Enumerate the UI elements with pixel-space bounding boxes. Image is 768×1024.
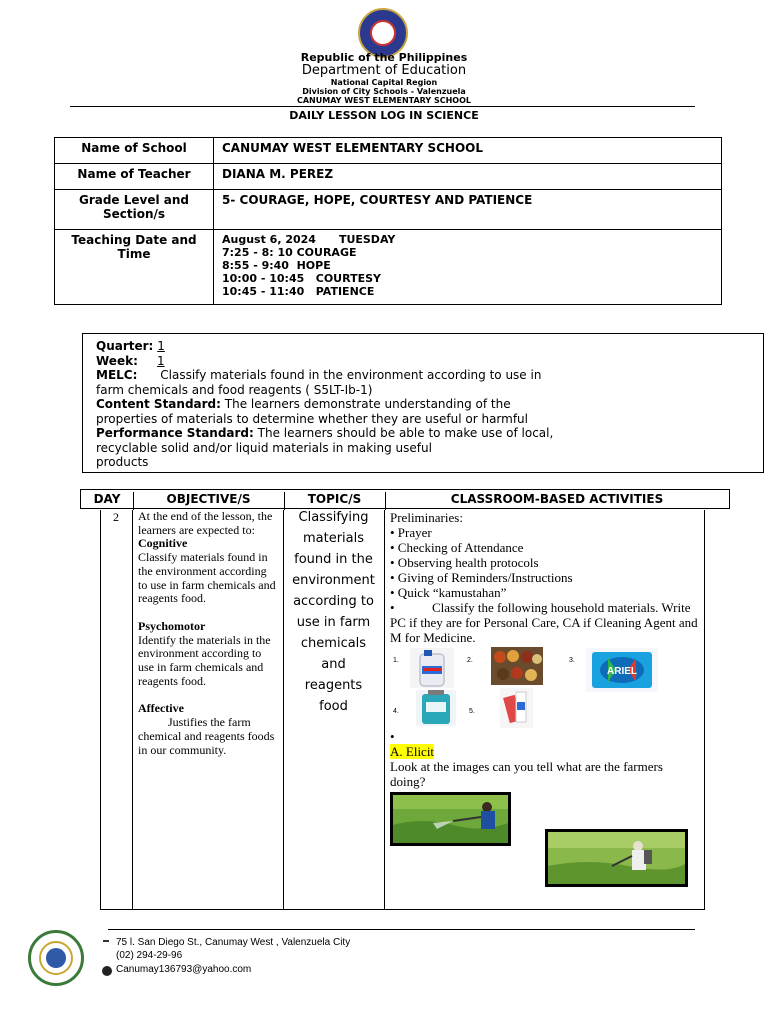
performance-standard-text: recyclable solid and/or liquid materials in making useful <box>96 440 432 455</box>
melc-label: MELC: <box>96 368 138 382</box>
elicit-heading: A. Elicit <box>390 744 435 759</box>
info-value <box>214 230 722 305</box>
topic-line: food <box>319 699 348 714</box>
preliminary-item: • Checking of Attendance <box>390 540 524 555</box>
info-value: 5- COURAGE, HOPE, COURTESY AND PATIENCE <box>214 190 722 230</box>
topic-line: and <box>321 657 346 672</box>
lesson-table-header <box>80 489 730 509</box>
schedule-line: August 6, 2024 TUESDAY <box>222 233 396 246</box>
classify-instruction: Classify the following household materials. Write PC if they are for Personal Care, CA if Cleaning Agent and M for Medicine. <box>390 600 698 645</box>
info-row-school <box>55 138 722 164</box>
school-heading: CANUMAY WEST ELEMENTARY SCHOOL <box>296 96 471 105</box>
psychomotor-label: Psychomotor <box>138 618 206 633</box>
info-label: Name of School <box>55 138 214 164</box>
performance-standard-text: The learners should be able to make use of local, <box>257 426 554 440</box>
farmer-spraying-image-1 <box>390 792 511 846</box>
topic-line: materials <box>302 531 365 546</box>
performance-standard-text: products <box>96 455 149 469</box>
week-value: 1 <box>156 353 165 368</box>
day-cell: 2 <box>113 510 119 524</box>
detergent-brand-text: ARIEL <box>607 666 637 677</box>
table-border <box>132 510 133 909</box>
footer-divider <box>108 929 695 930</box>
preliminary-item: • Giving of Reminders/Instructions <box>390 570 573 585</box>
bleach-bottle-image <box>410 648 454 688</box>
page-title: DAILY LESSON LOG IN SCIENCE <box>289 109 479 122</box>
psychomotor-text: Identify the materials in the environment according to use in farm chemicals and reagents food. <box>138 632 271 688</box>
elicit-bullet: • <box>390 729 395 744</box>
farmer-spraying-image-2 <box>545 829 688 887</box>
content-standard-label: Content Standard: <box>96 397 221 411</box>
header-divider <box>70 106 695 107</box>
topic-line: found in the <box>294 552 373 567</box>
topic-line: chemicals <box>300 636 367 651</box>
topic-line: use in farm <box>296 615 371 630</box>
detergent-box-image <box>586 648 658 692</box>
topic-line: environment <box>292 573 375 588</box>
info-row-grade <box>55 190 722 230</box>
table-border <box>100 510 101 909</box>
ointment-tube-image <box>500 688 533 728</box>
topic-line: reagents <box>304 678 363 693</box>
republic-heading: Republic of the Philippines <box>300 51 468 64</box>
preliminaries-heading: Preliminaries: <box>390 510 463 525</box>
info-label: Name of Teacher <box>55 164 214 190</box>
standards-box <box>82 333 764 473</box>
footer-phone: (02) 294-29-96 <box>116 950 183 961</box>
info-row-date <box>55 230 722 305</box>
preliminary-item: • Observing health protocols <box>390 555 539 570</box>
table-border <box>100 909 705 910</box>
quarter-value: 1 <box>157 339 165 353</box>
header-activities: CLASSROOM-BASED ACTIVITIES <box>450 492 664 506</box>
table-border <box>704 510 705 909</box>
classify-bullet: • <box>390 600 395 615</box>
topic-line: according to <box>293 594 374 609</box>
affective-text: Justifies the farm chemical and reagents foods in our community. <box>138 715 275 757</box>
region-heading: National Capital Region <box>330 78 438 87</box>
content-standard-text: The learners demonstrate understanding of the <box>224 397 511 411</box>
preliminary-item: • Prayer <box>390 525 432 540</box>
info-table <box>54 137 722 305</box>
info-label: Grade Level and Section/s <box>55 190 214 230</box>
header-topics: TOPIC/S <box>307 492 362 506</box>
performance-standard-label: Performance Standard: <box>96 426 254 440</box>
topic-line: Classifying <box>298 510 369 525</box>
cognitive-label: Cognitive <box>138 536 188 551</box>
image-number: 3. <box>569 657 575 664</box>
info-label: Teaching Date and Time <box>55 230 214 305</box>
image-number: 1. <box>393 657 399 664</box>
objective-intro: At the end of the lesson, the learners are expected to: <box>138 509 273 537</box>
schedule-line: 7:25 - 8: 10 COURAGE <box>222 246 357 259</box>
header-day: DAY <box>93 492 121 506</box>
objectives-cell <box>138 510 278 757</box>
topics-cell <box>285 507 382 717</box>
image-number: 4. <box>393 708 399 715</box>
info-row-teacher <box>55 164 722 190</box>
footer-email: Canumay136793@yahoo.com <box>116 964 252 975</box>
cognitive-text: Classify materials found in the environment according to use in farm chemicals and reagents food. <box>138 550 276 606</box>
image-number: 5. <box>469 708 475 715</box>
affective-label: Affective <box>138 701 184 716</box>
email-icon <box>102 966 112 976</box>
header-objectives: OBJECTIVE/S <box>166 492 251 506</box>
preliminary-item: • Quick “kamustahan” <box>390 585 507 600</box>
footer-address: 75 l. San Diego St., Canumay West , Valenzuela City <box>116 937 351 948</box>
mouthwash-bottle-image <box>416 690 456 726</box>
division-heading: Division of City Schools - Valenzuela <box>302 87 466 96</box>
week-label: Week: <box>96 353 138 368</box>
schedule-line: 10:45 - 11:40 PATIENCE <box>222 285 375 298</box>
info-value: DIANA M. PEREZ <box>214 164 722 190</box>
table-border <box>384 510 385 909</box>
schedule-line: 8:55 - 9:40 HOPE <box>222 259 331 272</box>
school-seal-icon <box>28 930 84 986</box>
schedule-line: 10:00 - 10:45 COURTESY <box>222 272 381 285</box>
melc-text: Classify materials found in the environment according to use in <box>160 368 542 382</box>
info-value: CANUMAY WEST ELEMENTARY SCHOOL <box>214 138 722 164</box>
content-standard-text: properties of materials to determine whether they are useful or harmful <box>96 411 528 426</box>
quarter-label: Quarter: <box>96 339 154 353</box>
location-icon <box>103 940 109 942</box>
spice-jars-image <box>491 647 543 685</box>
table-border <box>283 510 284 909</box>
department-heading: Department of Education <box>301 63 467 78</box>
image-number: 2. <box>467 657 473 664</box>
melc-text: farm chemicals and food reagents ( S5LT-Ib-1) <box>96 382 373 397</box>
elicit-text: Look at the images can you tell what are the farmers doing? <box>390 759 663 789</box>
